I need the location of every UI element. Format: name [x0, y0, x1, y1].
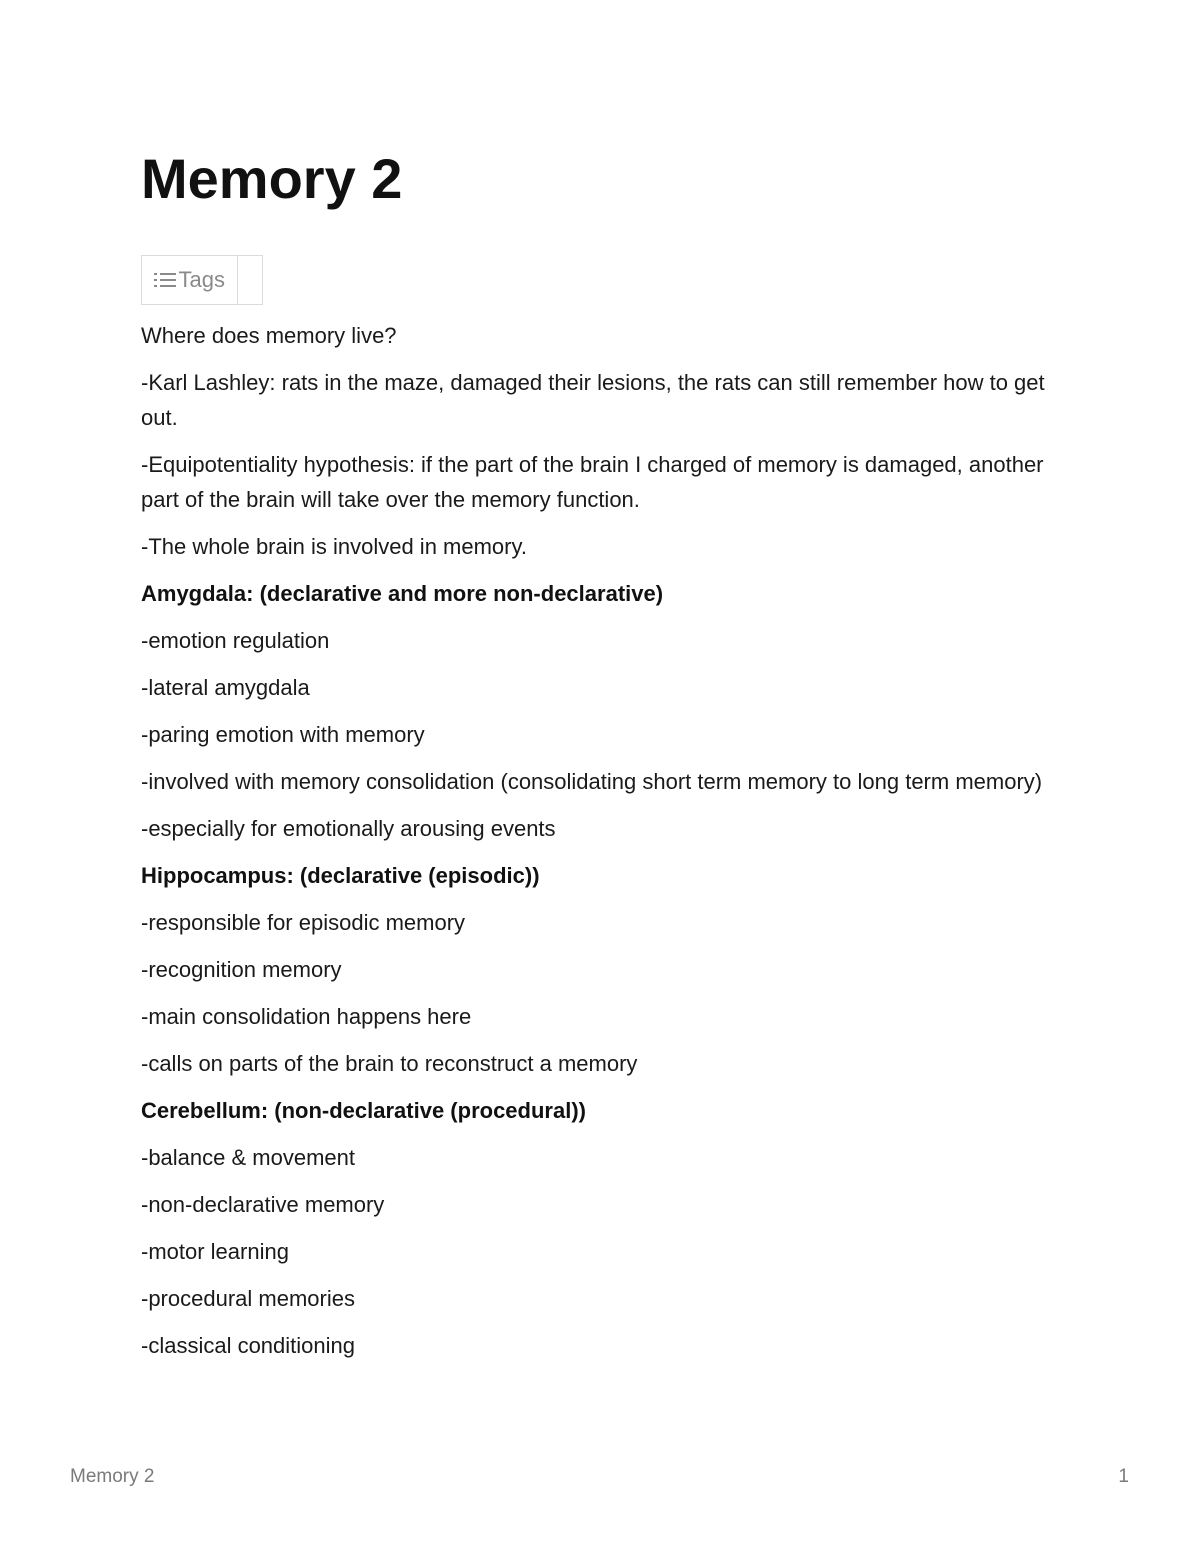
paragraph: -Equipotentiality hypothesis: if the part of the brain I charged of memory is damaged, another part of the brain will take over the memory function. — [141, 452, 1044, 512]
paragraph: -non-declarative memory — [141, 1192, 385, 1217]
section-heading: Cerebellum: (non-declarative (procedural)) — [141, 1098, 586, 1123]
footer-page-number: 1 — [1118, 1466, 1129, 1487]
paragraph: -involved with memory consolidation (consolidating short term memory to long term memory) — [141, 769, 1043, 794]
property-name-label: Tags — [178, 267, 225, 292]
paragraph: -calls on parts of the brain to reconstruct a memory — [141, 1051, 638, 1076]
paragraph: -responsible for episodic memory — [141, 910, 466, 935]
paragraph: -motor learning — [141, 1239, 289, 1264]
document-body — [141, 318, 1061, 1363]
paragraph: -classical conditioning — [141, 1333, 355, 1358]
paragraph: -lateral amygdala — [141, 675, 310, 700]
footer-title: Memory 2 — [70, 1466, 155, 1487]
section-heading: Hippocampus: (declarative (episodic)) — [141, 863, 540, 888]
paragraph: -especially for emotionally arousing events — [141, 816, 556, 841]
section-heading: Amygdala: (declarative and more non-declarative) — [141, 581, 664, 606]
page-title: Memory 2 — [141, 147, 403, 210]
paragraph: -procedural memories — [141, 1286, 355, 1311]
paragraph: -paring emotion with memory — [141, 722, 425, 747]
paragraph: -main consolidation happens here — [141, 1004, 472, 1029]
paragraph: -emotion regulation — [141, 628, 330, 653]
property-tags[interactable] — [141, 255, 263, 305]
paragraph: -The whole brain is involved in memory. — [141, 534, 527, 559]
paragraph: -Karl Lashley: rats in the maze, damaged their lesions, the rats can still remember how to get out. — [141, 370, 1045, 430]
paragraph: -recognition memory — [141, 957, 342, 982]
list-icon — [154, 272, 169, 288]
paragraph: -balance & movement — [141, 1145, 355, 1170]
property-value-cell[interactable] — [238, 256, 262, 304]
property-name-cell — [142, 256, 238, 304]
paragraph: Where does memory live? — [141, 323, 397, 348]
